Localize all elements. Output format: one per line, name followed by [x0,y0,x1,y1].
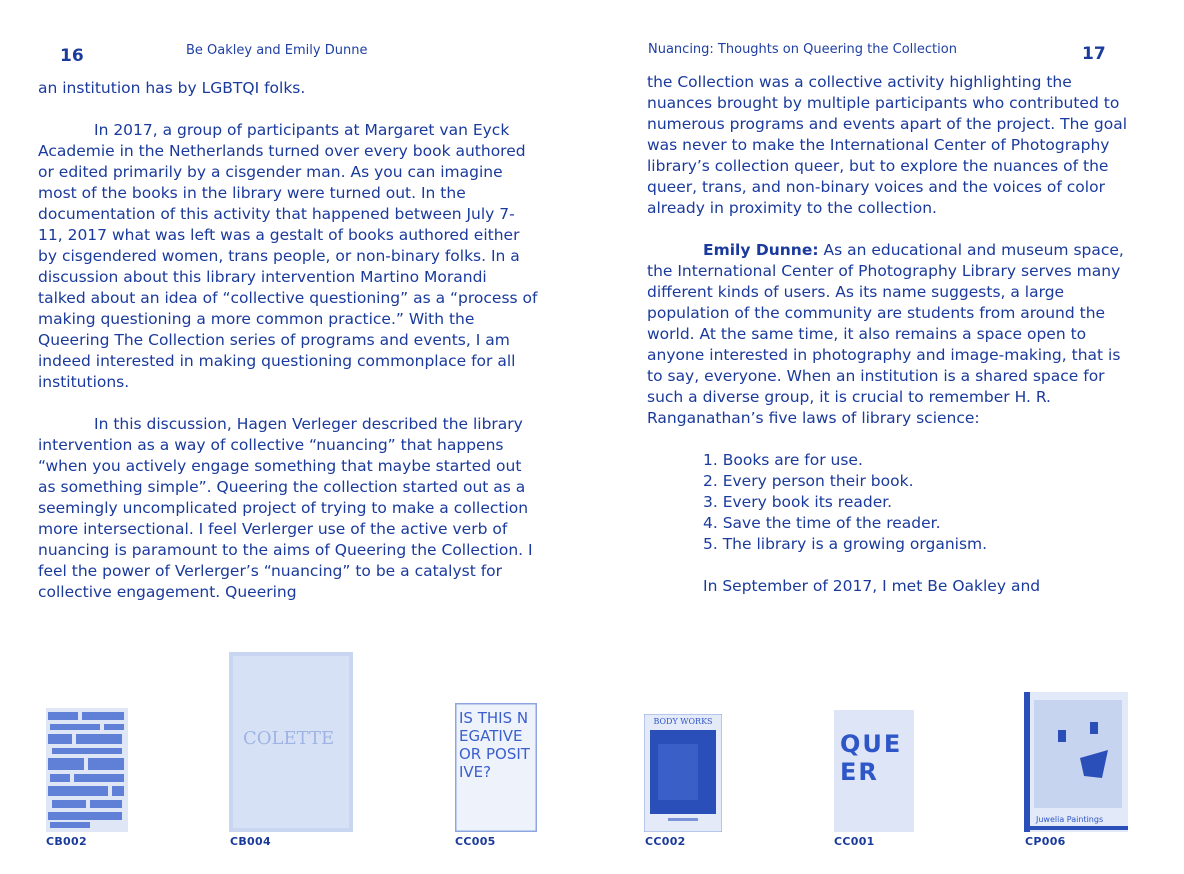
speaker-name: Emily Dunne: [703,241,819,259]
list-item: 3. Every book its reader. [703,493,893,511]
library-laws-list [647,450,1137,555]
paragraph: an institution has by LGBTQI folks. [38,79,306,97]
catalog-code: CB004 [230,835,271,848]
right-page [592,0,1184,874]
catalog-code: CP006 [1025,835,1066,848]
page-number-right: 17 [1082,44,1106,64]
halftone-cover-image [229,652,353,832]
paragraph: the Collection was a collective activity highlighting the nuances brought by multiple participants who contributed to numerous programs and events apart of the project. The goal was never to make the International Center of Photography library’s collection queer, but to explore the nuances of the queer, trans, and non-binary voices and the voices of color already in proximity to the collection. [647,73,1128,217]
catalog-code: CB002 [46,835,87,848]
halftone-cover-image [455,703,537,832]
list-item: 5. The library is a growing organism. [703,535,988,553]
cover-title: BODY WORKS [653,717,713,726]
book-cover-thumbnail [1024,692,1128,832]
halftone-cover-image [1024,692,1128,832]
list-item: 4. Save the time of the reader. [703,514,941,532]
catalog-code: CC005 [455,835,496,848]
book-cover-thumbnail [229,652,353,832]
running-head-right: Nuancing: Thoughts on Queering the Collection [648,42,957,57]
paragraph [647,240,1137,429]
cover-title: QUEER [840,730,903,786]
right-body-text [647,72,1137,597]
book-cover-thumbnail [46,708,128,832]
list-item: 2. Every person their book. [703,472,914,490]
paragraph: In September of 2017, I met Be Oakley and [703,577,1041,595]
page-number-left: 16 [60,46,84,66]
cover-title: IS THIS NEGATIVE OR POSITIVE? [459,709,530,781]
running-head-left: Be Oakley and Emily Dunne [186,43,368,58]
catalog-code: CC001 [834,835,875,848]
paragraph-text: As an educational and museum space, the International Center of Photography Library serves many different kinds of users. As its name suggests, a large population of the community are students from around the world. At the same time, it also remains a space open to anyone interested in photography and image-making, that is to say, everyone. When an institution is a shared space for such a diverse group, it is crucial to remember H. R. Ranganathan’s five laws of library science: [647,241,1124,427]
left-body-text [38,78,538,603]
cover-title: Juwelia Paintings [1036,815,1104,824]
cover-title: COLETTE [243,728,335,749]
halftone-cover-image [834,710,914,832]
list-item: 1. Books are for use. [703,451,863,469]
halftone-cover-image [644,714,722,832]
halftone-cover-image [46,708,128,832]
paragraph: In this discussion, Hagen Verleger described the library intervention as a way of collective “nuancing” that happens “when you actively engage something that maybe started out as something simple”. Queering the collection started out as a seemingly uncomplicated project of trying to make a collection more intersectional. I feel Verlerger use of the active verb of nuancing is paramount to the aims of Queering the Collection. I feel the power of Verlerger’s “nuancing” to be a catalyst for collective engagement. Queering [38,415,533,601]
book-cover-thumbnail [834,710,914,832]
catalog-code: CC002 [645,835,686,848]
book-cover-thumbnail [455,703,537,832]
paragraph: In 2017, a group of participants at Margaret van Eyck Academie in the Netherlands turned over every book authored or edited primarily by a cisgender man. As you can imagine most of the books in the library were turned out. In the documentation of this activity that happened between July 7-11, 2017 what was left was a gestalt of books authored either by cisgendered women, trans people, or non-binary folks. In a discussion about this library intervention Martino Morandi talked about an idea of “collective questioning” as a “process of making questioning a more common practice.” With the Queering The Collection series of programs and events, I am indeed interested in making questioning commonplace for all institutions. [38,121,538,391]
book-cover-thumbnail [644,714,722,832]
